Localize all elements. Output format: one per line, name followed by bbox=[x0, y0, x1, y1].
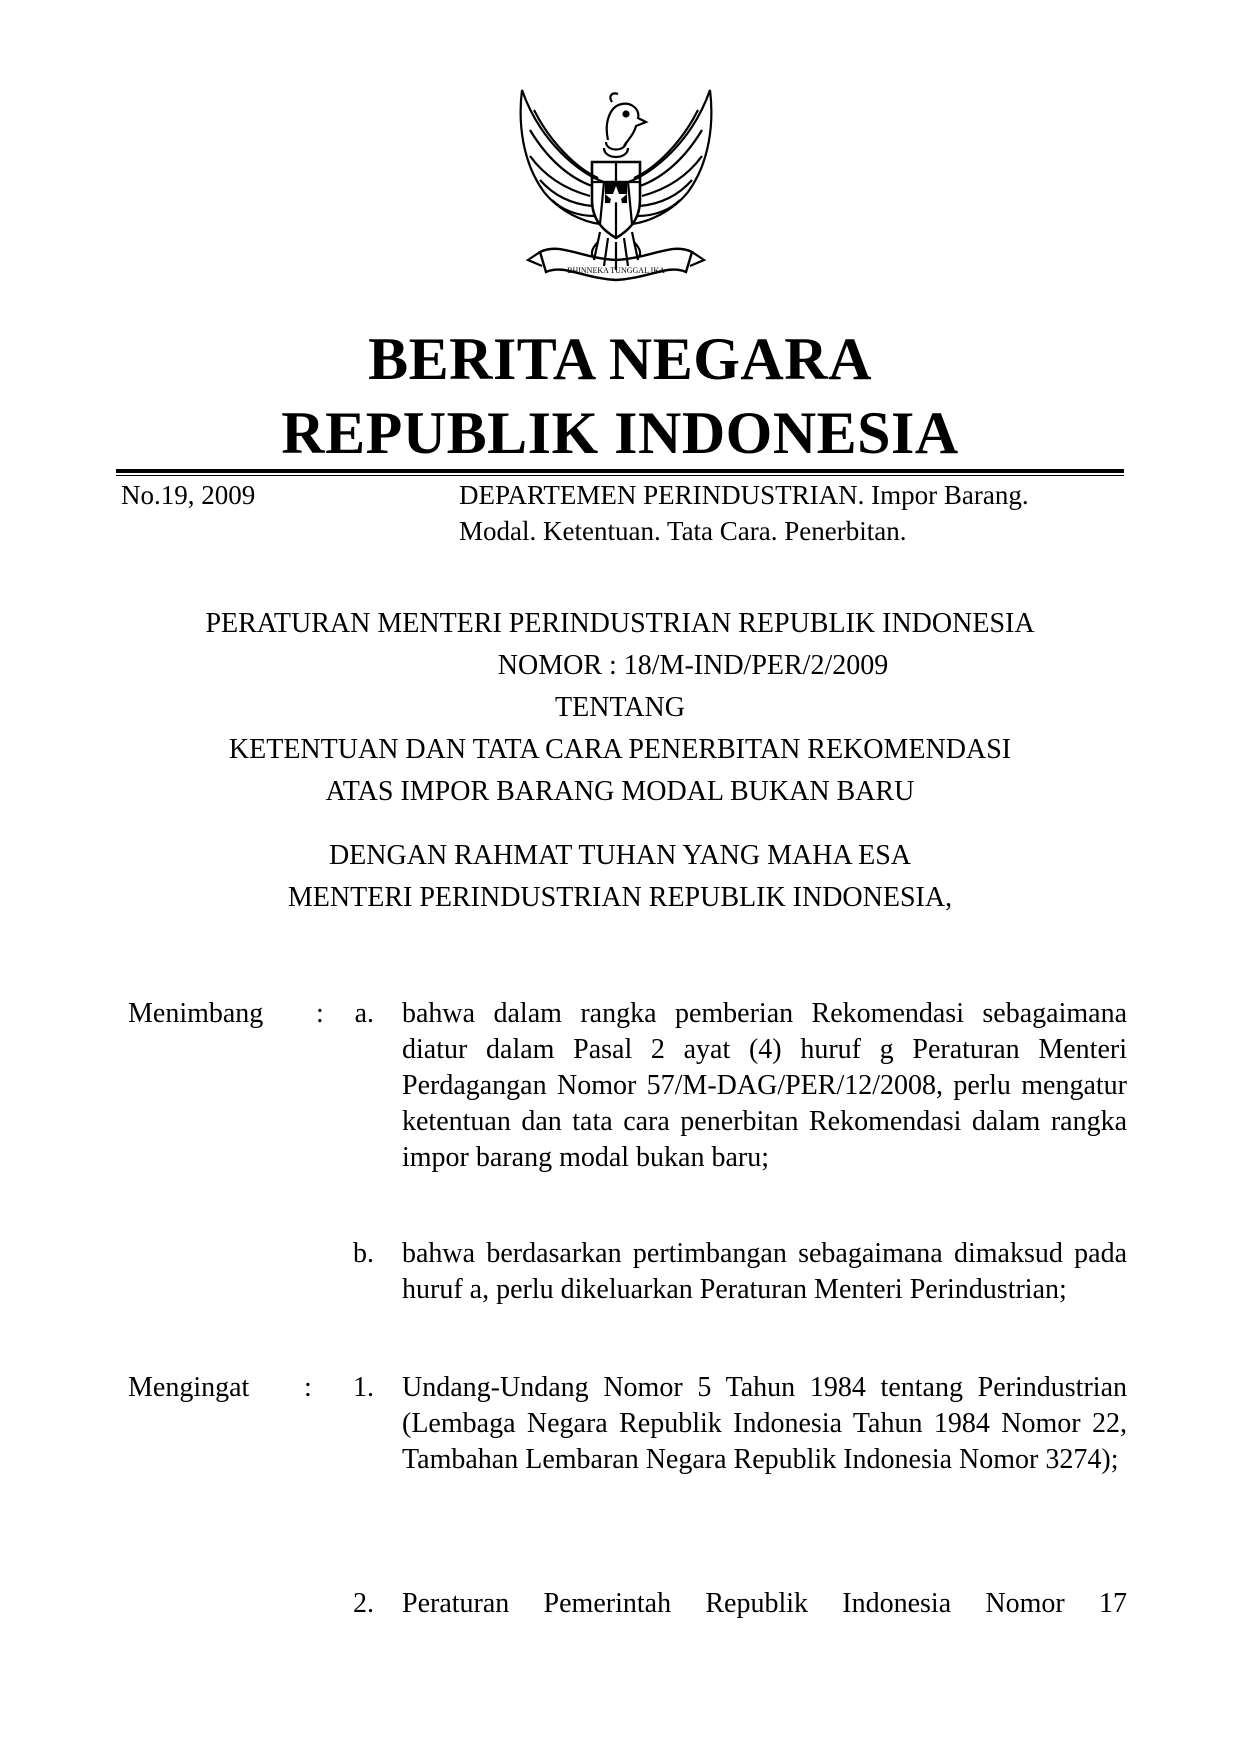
minister-heading: MENTERI PERINDUSTRIAN REPUBLIK INDONESIA, bbox=[287, 882, 953, 913]
gazette-description bbox=[459, 477, 1129, 549]
list-marker: b. bbox=[353, 1238, 374, 1269]
regulation-number: NOMOR : 18/M-IND/PER/2/2009 bbox=[497, 650, 889, 681]
list-marker: 1. bbox=[353, 1372, 374, 1403]
invocation: DENGAN RAHMAT TUHAN YANG MAHA ESA bbox=[328, 840, 912, 871]
list-marker: a. bbox=[354, 998, 374, 1029]
garuda-emblem-icon bbox=[500, 82, 732, 302]
gazette-number: No.19, 2009 bbox=[121, 480, 256, 510]
regulation-about: TENTANG bbox=[555, 692, 685, 723]
mengingat-label: Mengingat bbox=[128, 1372, 250, 1403]
mengingat-colon: : bbox=[304, 1372, 312, 1403]
regulation-subject-line1: KETENTUAN DAN TATA CARA PENERBITAN REKOMENDASI bbox=[228, 734, 1012, 765]
regulation-title: PERATURAN MENTERI PERINDUSTRIAN REPUBLIK INDONESIA bbox=[205, 608, 1035, 639]
mengingat-item-2: Peraturan Pemerintah Republik Indonesia Nomor 17 bbox=[402, 1588, 1127, 1619]
menimbang-colon: : bbox=[316, 998, 324, 1029]
emblem-motto: BHINNEKA TUNGGAL IKA bbox=[567, 266, 665, 275]
header-divider-thin bbox=[116, 475, 1124, 476]
header-divider-thick bbox=[116, 469, 1124, 473]
menimbang-item-b: bahwa berdasarkan pertimbangan sebagaimana dimaksud pada huruf a, perlu dikeluarkan Peraturan Menteri Perindustrian; bbox=[402, 1238, 1127, 1305]
description-line: Modal. Ketentuan. Tata Cara. Penerbitan. bbox=[459, 516, 907, 546]
gazette-title: BERITA NEGARA bbox=[368, 326, 872, 392]
gazette-subtitle: REPUBLIK INDONESIA bbox=[281, 400, 959, 466]
regulation-subject-line2: ATAS IMPOR BARANG MODAL BUKAN BARU bbox=[325, 776, 915, 807]
list-marker: 2. bbox=[353, 1588, 374, 1619]
description-line: DEPARTEMEN PERINDUSTRIAN. Impor Barang. bbox=[459, 480, 1029, 510]
mengingat-item-1: Undang-Undang Nomor 5 Tahun 1984 tentang Perindustrian (Lembaga Negara Republik Indonesia Tahun 1984 Nomor 22, Tambahan Lembaran Negara Republik Indonesia Nomor 3274); bbox=[402, 1372, 1127, 1475]
menimbang-item-a: bahwa dalam rangka pemberian Rekomendasi sebagaimana diatur dalam Pasal 2 ayat (4) huruf g Peraturan Menteri Perdagangan Nomor 57/M-DAG/PER/12/2008, perlu mengatur ketentuan dan tata cara penerbitan Rekomendasi dalam rangka impor barang modal bukan baru; bbox=[402, 998, 1127, 1173]
menimbang-label: Menimbang bbox=[128, 998, 264, 1029]
